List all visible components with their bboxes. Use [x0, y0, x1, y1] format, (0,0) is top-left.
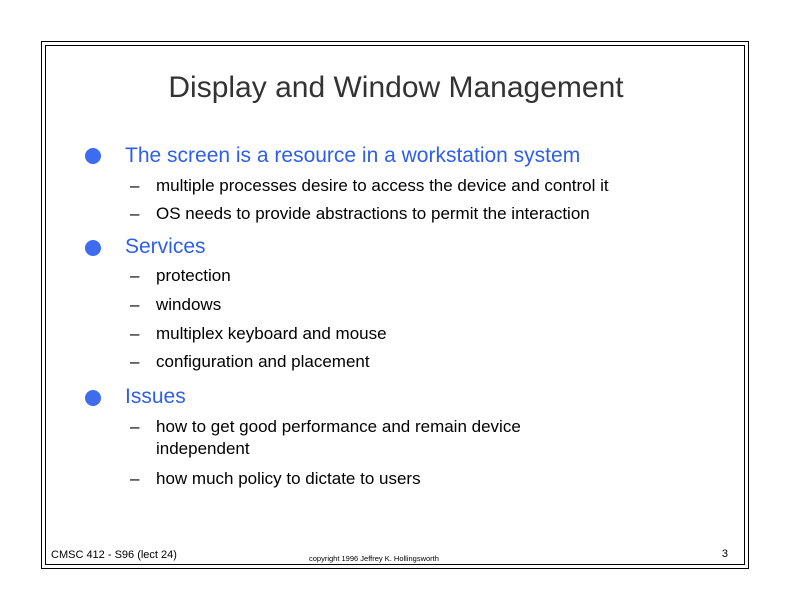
dash-marker: –: [130, 469, 140, 488]
bullet-icon: [85, 240, 101, 256]
list-item: configuration and placement: [156, 352, 370, 371]
dash-marker: –: [130, 324, 140, 343]
list-item: protection: [156, 266, 231, 285]
list-item: windows: [156, 295, 222, 314]
list-item: OS needs to provide abstractions to permit the interaction: [156, 204, 590, 223]
section-heading: The screen is a resource in a workstation system: [125, 144, 581, 167]
list-item: multiple processes desire to access the device and control it: [156, 176, 609, 195]
dash-marker: –: [130, 204, 140, 223]
copyright-text: copyright 1996 Jeffrey K. Hollingsworth: [309, 554, 439, 563]
slide-title: Display and Window Management: [168, 71, 624, 104]
list-item: how to get good performance and remain device independent: [156, 417, 521, 458]
dash-marker: –: [130, 176, 140, 195]
list-item: how much policy to dictate to users: [156, 469, 421, 488]
section-heading: Services: [125, 235, 206, 258]
dash-marker: –: [130, 417, 140, 436]
list-item: multiplex keyboard and mouse: [156, 324, 387, 343]
dash-marker: –: [130, 295, 140, 314]
dash-marker: –: [130, 266, 140, 285]
course-label: CMSC 412 - S96 (lect 24): [51, 549, 177, 561]
section-heading: Issues: [125, 385, 186, 408]
page-number: 3: [721, 548, 728, 560]
bullet-icon: [85, 390, 101, 406]
bullet-icon: [85, 148, 101, 164]
dash-marker: –: [130, 352, 140, 371]
